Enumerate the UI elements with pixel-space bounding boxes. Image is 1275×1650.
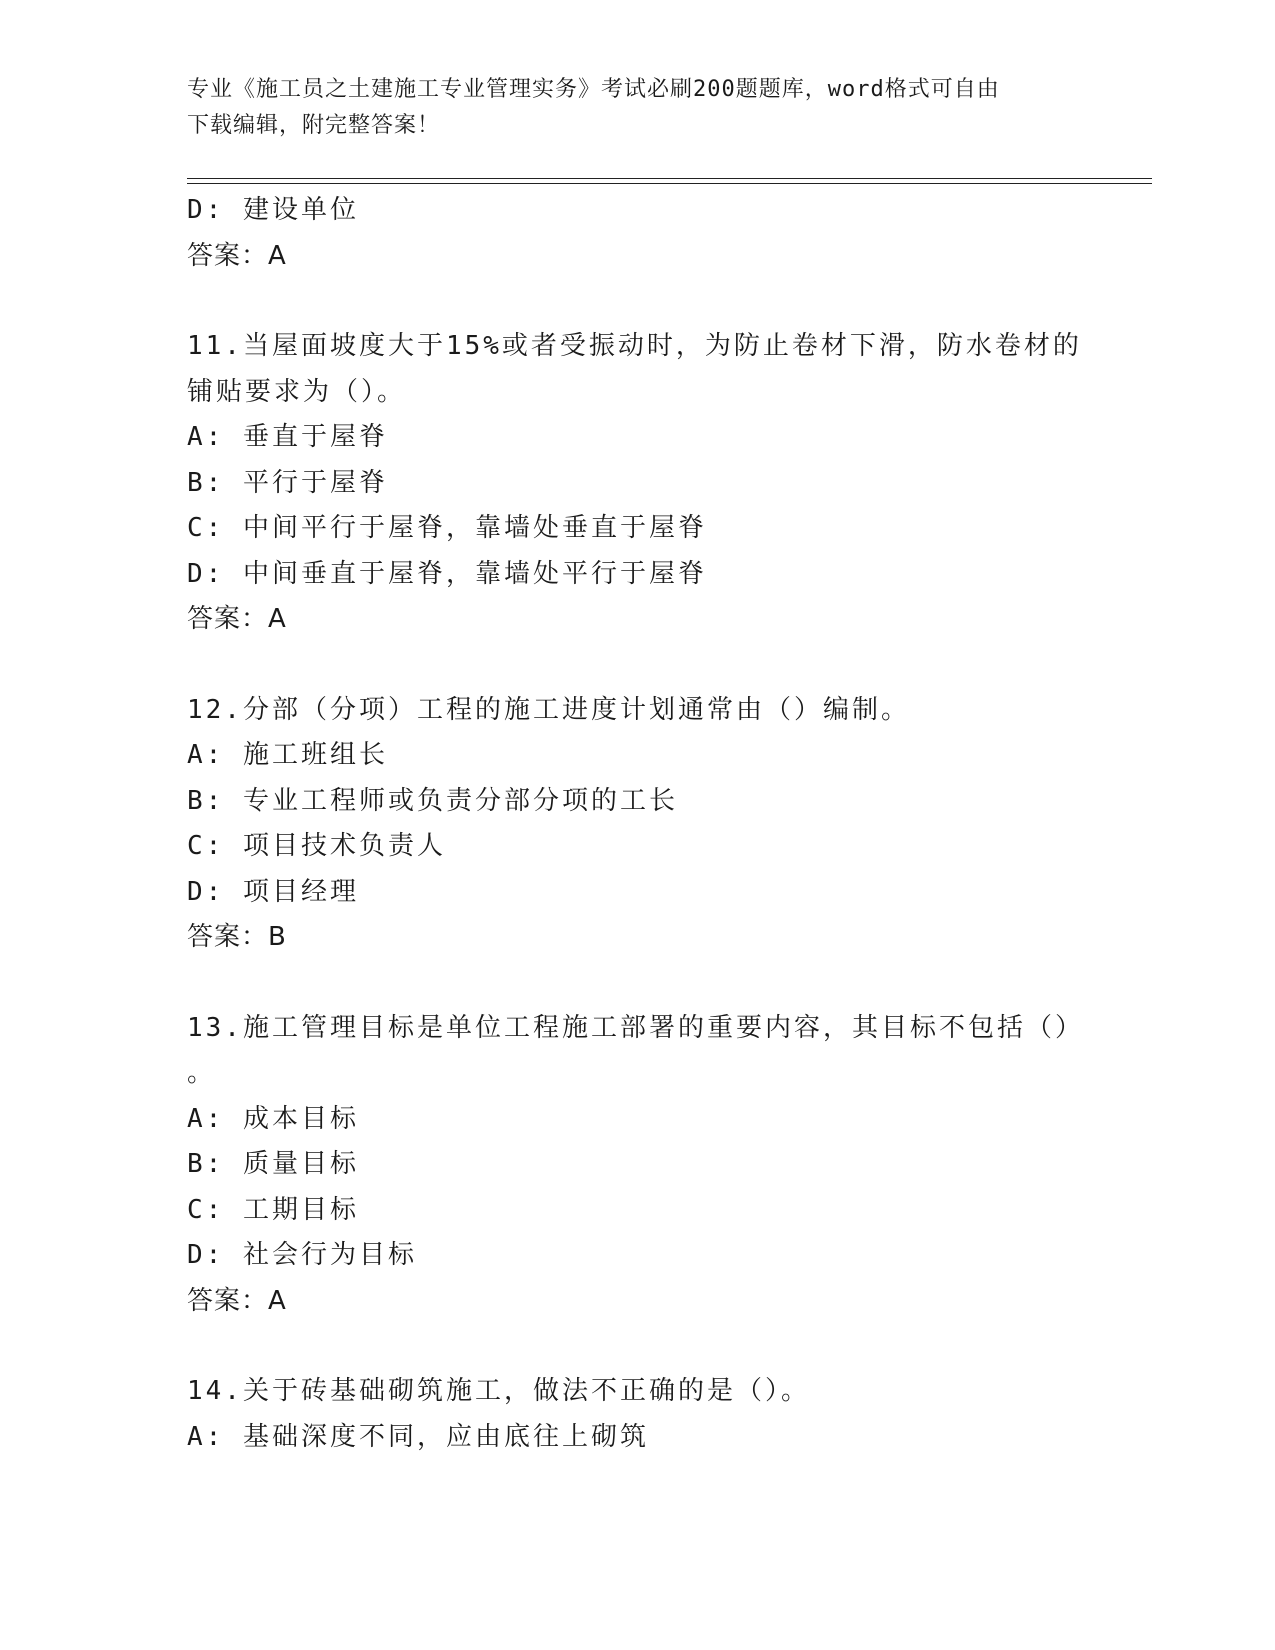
question-stem-cont: 铺贴要求为（）。	[187, 376, 407, 407]
question-13	[187, 1006, 1084, 1325]
header-line-2: 下载编辑，附完整答案！	[187, 113, 441, 138]
option-c: C: 中间平行于屋脊，靠墙处垂直于屋脊	[187, 513, 707, 543]
document-header	[187, 72, 1067, 144]
question-list	[187, 188, 1084, 1460]
option-a: A: 施工班组长	[187, 740, 388, 770]
question-12	[187, 688, 1067, 961]
question-stem: 13.施工管理目标是单位工程施工部署的重要内容，其目标不包括（）	[187, 1012, 1084, 1043]
option-d: D: 建设单位	[187, 195, 359, 225]
header-divider-bottom	[187, 183, 1152, 184]
question-14	[187, 1369, 1067, 1460]
question-stem: 11.当屋面坡度大于15%或者受振动时，为防止卷材下滑，防水卷材的	[187, 331, 1082, 361]
answer-line: 答案：A	[187, 240, 287, 271]
option-b: B: 平行于屋脊	[187, 467, 388, 498]
question-stem-cont: 。	[187, 1058, 217, 1088]
option-a: A: 垂直于屋脊	[187, 422, 388, 452]
option-a: A: 基础深度不同，应由底往上砌筑	[187, 1421, 649, 1452]
option-d: D: 社会行为目标	[187, 1240, 417, 1270]
option-b: B: 质量目标	[187, 1149, 359, 1179]
answer-line: 答案：A	[187, 1285, 287, 1316]
option-b: B: 专业工程师或负责分部分项的工长	[187, 785, 678, 816]
answer-line: 答案：B	[187, 922, 287, 952]
answer-line: 答案：A	[187, 604, 287, 634]
question-stem: 14.关于砖基础砌筑施工，做法不正确的是（）。	[187, 1376, 810, 1406]
question-11	[187, 324, 1082, 643]
option-d: D: 项目经理	[187, 876, 359, 907]
option-d: D: 中间垂直于屋脊，靠墙处平行于屋脊	[187, 558, 707, 589]
option-c: C: 工期目标	[187, 1194, 359, 1225]
question-stem: 12.分部（分项）工程的施工进度计划通常由（）编制。	[187, 694, 910, 725]
header-line-1: 专业《施工员之土建施工专业管理实务》考试必刷200题题库，word格式可自由	[187, 77, 1000, 102]
option-a: A: 成本目标	[187, 1103, 359, 1134]
header-divider-top	[187, 178, 1152, 179]
question-10-fragment	[187, 188, 1067, 279]
option-c: C: 项目技术负责人	[187, 831, 446, 861]
